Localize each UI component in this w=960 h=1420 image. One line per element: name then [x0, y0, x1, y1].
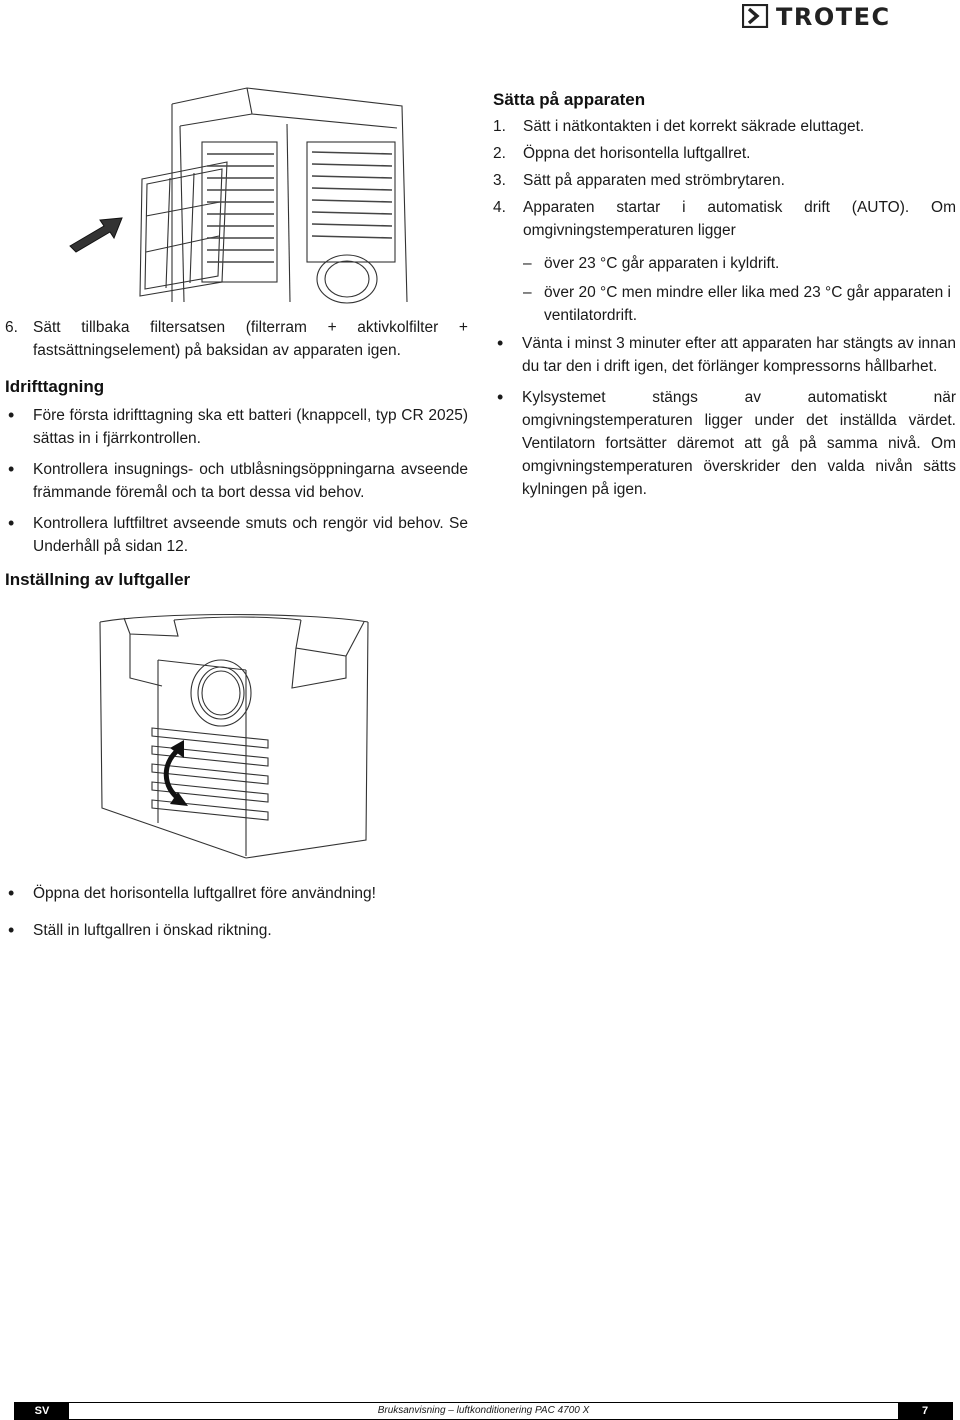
step-6-text: Sätt tillbaka filtersatsen (filterram + aktivkolfilter + fastsättningselement) på baksidan av apparaten igen.	[33, 319, 468, 359]
list-item: • Öppna det horisontella luftgallret före användning!	[33, 882, 468, 905]
step-6-number: 6.	[5, 319, 18, 336]
idrifttagning-heading: Idrifttagning	[5, 377, 105, 396]
idrifttagning-list	[33, 404, 468, 558]
list-item: – över 20 °C men mindre eller lika med 23 °C går apparaten i ventilatordrift.	[544, 281, 956, 327]
luftgaller-heading: Inställning av luftgaller	[5, 570, 191, 589]
list-item: • Kontrollera luftfiltret avseende smuts och rengör vid behov. Se Underhåll på sidan 12.	[33, 512, 468, 558]
trotec-logo	[742, 4, 954, 28]
list-item: • Vänta i minst 3 minuter efter att apparaten har stängts av innan du tar den i drift igen, det förlänger kompressorns hållbarhet.	[522, 332, 956, 378]
step-6	[5, 316, 468, 362]
notes-list	[522, 332, 956, 501]
step-number: 1.	[493, 118, 506, 135]
list-item: • Ställ in luftgallren i önskad riktning.	[33, 919, 468, 942]
step-number: 4.	[493, 199, 506, 216]
step-text: Sätt i nätkontakten i det korrekt säkrade eluttaget.	[523, 118, 865, 135]
page-footer	[14, 1402, 953, 1420]
temperature-list	[544, 252, 956, 327]
filter-illustration	[62, 84, 422, 304]
list-item: • Kontrollera insugnings- och utblåsningsöppningarna avseende främmande föremål och ta bort dessa vid behov.	[33, 458, 468, 504]
louver-illustration	[96, 608, 372, 860]
step-4	[493, 196, 956, 242]
luftgaller-list	[33, 882, 468, 942]
page-number: 7	[898, 1403, 952, 1419]
step-number: 3.	[493, 172, 506, 189]
step-1	[493, 115, 956, 138]
step-3	[493, 169, 956, 192]
step-number: 2.	[493, 145, 506, 162]
list-item: • Kylsystemet stängs av automatiskt när omgivningstemperaturen ligger under det inställda värdet. Ventilatorn fortsätter däremot att gå på samma nivå. Om omgivningstemperaturen överskrider den valda nivån sätts kylningen på igen.	[522, 386, 956, 501]
footer-language: SV	[15, 1403, 69, 1419]
satta-pa-heading: Sätta på apparaten	[493, 90, 646, 109]
list-item: – över 23 °C går apparaten i kyldrift.	[544, 252, 956, 275]
step-text: Sätt på apparaten med strömbrytaren.	[523, 172, 785, 189]
footer-title: Bruksanvisning – luftkonditionering PAC 4700 X	[377, 1405, 590, 1416]
step-text: Apparaten startar i automatisk drift (AUTO). Om omgivningstemperaturen ligger	[523, 199, 956, 239]
steps-list	[493, 115, 956, 242]
logo-text: TROTEC	[776, 4, 891, 28]
step-2	[493, 142, 956, 165]
step-text: Öppna det horisontella luftgallret.	[523, 145, 751, 162]
list-item: • Före första idrifttagning ska ett batteri (knappcell, typ CR 2025) sättas in i fjärrkontrollen.	[33, 404, 468, 450]
